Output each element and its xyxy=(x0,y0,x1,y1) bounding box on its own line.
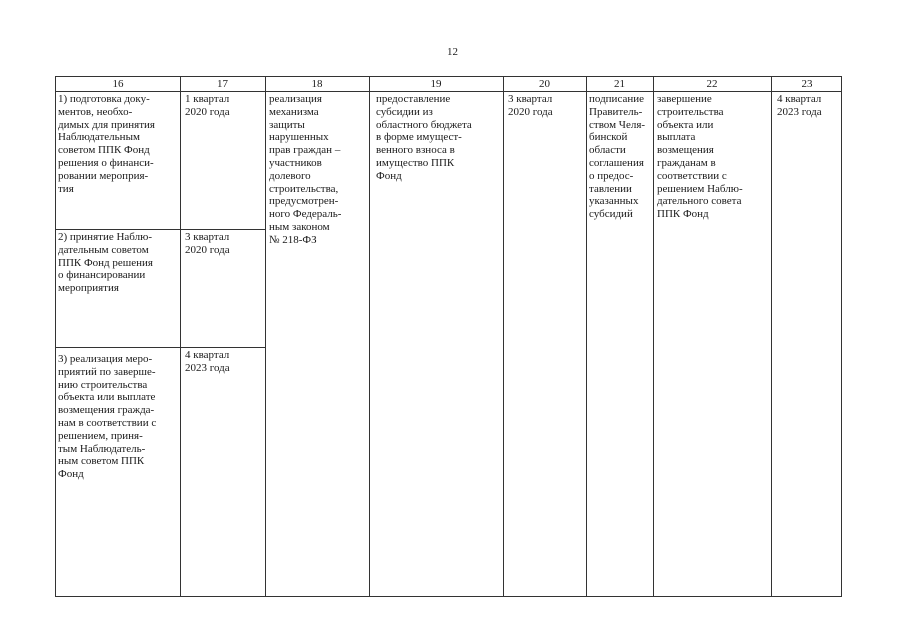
stage-2-deadline: 3 квартал 2020 года xyxy=(185,231,230,256)
page-number: 12 xyxy=(447,46,458,58)
subsidy-description: предоставление субсидии из областного бюджета в форме имущест- венного взноса в имущество ППК Фонд xyxy=(376,93,472,182)
column-header-20: 20 xyxy=(539,78,550,90)
column-header-16: 16 xyxy=(112,78,124,90)
column-divider xyxy=(771,77,772,596)
stage-3-description: 3) реализация меро- приятий по заверше- нию строительства объекта или выплате возмещения гражда- нам в соответствии с решением, приня- тым Наблюдатель- ным советом ППК Фонд xyxy=(58,353,157,481)
column-divider xyxy=(180,77,181,596)
header-divider xyxy=(56,91,841,92)
column-header-21: 21 xyxy=(614,78,625,90)
stage-1-description: 1) подготовка доку- ментов, необхо- димых для принятия Наблюдательным советом ППК Фонд решения о финанси- ровании мероприя- тия xyxy=(58,93,155,195)
column-divider xyxy=(503,77,504,596)
agreement-description: подписание Правитель- ством Челя- бинской области соглашения о предос- тавлении указанных субсидий xyxy=(589,93,646,221)
row-divider xyxy=(56,229,265,230)
mechanism-description: реализация механизма защиты нарушенных прав граждан – участников долевого строительства, предусмотрен- ного Федераль- ным законом № 218-ФЗ xyxy=(269,93,342,246)
column-divider xyxy=(265,77,266,596)
stage-1-deadline: 1 квартал 2020 года xyxy=(185,93,230,118)
row-divider xyxy=(56,347,265,348)
column-divider xyxy=(586,77,587,596)
stage-2-description: 2) принятие Наблю- дательным советом ППК Фонд решения о финансировании мероприятия xyxy=(58,231,153,295)
column-divider xyxy=(653,77,654,596)
column-header-18: 18 xyxy=(311,78,323,90)
subsidy-deadline: 3 квартал 2020 года xyxy=(508,93,553,118)
column-header-17: 17 xyxy=(217,78,228,90)
column-header-23: 23 xyxy=(801,78,813,90)
document-table xyxy=(55,76,842,597)
result-deadline: 4 квартал 2023 года xyxy=(777,93,822,118)
stage-3-deadline: 4 квартал 2023 года xyxy=(185,349,230,374)
column-divider xyxy=(369,77,370,596)
column-header-22: 22 xyxy=(706,78,718,90)
column-header-19: 19 xyxy=(430,78,442,90)
result-description: завершение строительства объекта или выплата возмещения гражданам в соответствии с решением Наблю- дательного совета ППК Фонд xyxy=(657,93,743,221)
